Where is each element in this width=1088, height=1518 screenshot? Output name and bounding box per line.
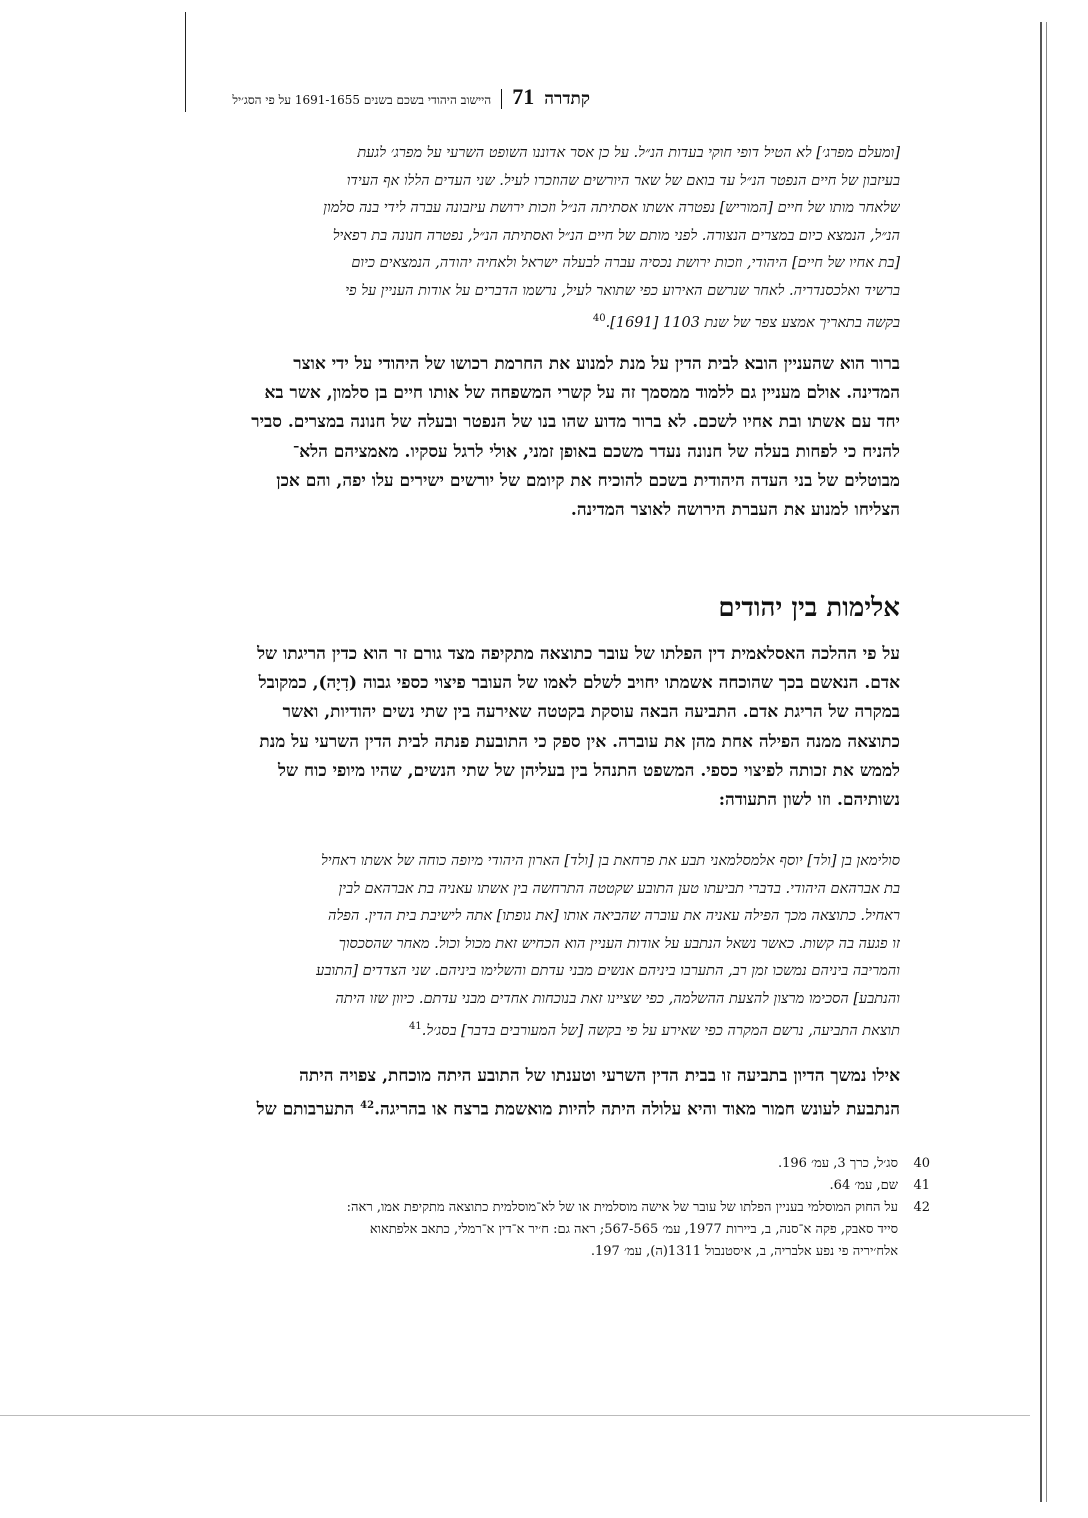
paragraph-line: ברור הוא שהעניין הובא לבית הדין על מנת למנוע את החרמת רכושו של היהודי על ידי אוצר (293, 354, 900, 374)
paragraph-line-text: הנתבעת לעונש חמור מאוד והיא עלולה היתה להיות מואשמת ברצח או בהריגה. (374, 1099, 900, 1120)
paragraph-line: לממש את זכותה לפיצוי כספי. המשפט התנהל בין בעליהן של שתי הנשים, שהיו מיופי כוח של (278, 760, 900, 781)
paragraph-line: מבוטלים של בני העדה היהודית בשכם להוכיח את קיומם של יורשים ישירים עלו יפה, והם אכן (276, 470, 900, 491)
paragraph-line: המדינה. אולם מעניין גם ללמוד ממסמך זה על קשרי המשפחה של אותו חיים בן סלמון, אשר בא (264, 383, 900, 404)
paragraph-line: במקרה של הריגת אדם. התביעה הבאה עוסקת בקטטה שאירעה בין שתי נשים יהודיות, ואשר (282, 702, 900, 723)
paragraph-line-tail: התערבותם של (256, 1099, 355, 1120)
paragraph-2 (188, 640, 900, 815)
quote-line: והנתבע] הסכימו מרצון להצעת ההשלמה, כפי שציינו זאת בנוכחות אחדים מבני עדתם. כיוון שזו היתה (335, 990, 900, 1007)
quote-line: [ומעלם מפרג׳] לא הטיל דופי חוקי בעדות הנ״ל. על כן אסר אדוננו השופט השרעי על מפרג׳ לגעת (357, 145, 900, 161)
footnote-number-blank (898, 1219, 930, 1241)
paragraph-line-last (188, 1091, 900, 1125)
quote-line: זו פגעה בה קשות. כאשר נשאל הנתבע על אודות העניין הוא הכחיש זאת מכול וכול. מאחר שהסכסוך (338, 935, 900, 952)
scan-edge-line-bottom (0, 1415, 1030, 1416)
scan-edge-line-right (1040, 22, 1042, 1502)
footnote-reference: 42 (360, 1100, 375, 1112)
paragraph-line: להניח כי לפחות בעלה של חנונה נעדר משכם באופן זמני, אולי לרגל עסקיו. מאמציהם הלא־ (292, 441, 900, 462)
quote-line: והמריבה ביניהם נמשכו זמן רב, התערבו ביניהם אנשים מבני עדתם והשלימו ביניהם. שני הצדדים [התובע (316, 963, 900, 979)
footnote-number: 42 (913, 1200, 930, 1215)
paragraph-line: הצליחו למנוע את העברת הירושה לאוצר המדינה. (570, 500, 900, 521)
footnote-text: על החוק המוסלמי בעניין הפלתו של עובר של אישה מוסלמית או של לא־מוסלמית כתוצאה מתקיפת אמו, ראה: (346, 1200, 898, 1215)
quote-line-text: תוצאת התביעה, נרשם המקרה כפי שאירע על פי בקשה [של המעורבים בדבר] בסג׳ל. (421, 1022, 900, 1039)
quote-line: ראחיל. כתוצאה מכך הפילה עאניה את עוברה שהביאה אותו [את גופתו] אתה לישיבת בית הדין. הפלה (328, 908, 900, 924)
paragraph-3 (188, 1062, 900, 1125)
article-title: היישוב היהודי בשכם בשנים 1691-1655 על פי הסג׳יל (232, 93, 492, 107)
quote-line: שלאחר מותו של חיים [המוריש] נפטרה אשתו אסתיתה הנ״ל וזכות ירושת עיזבונה עברה לידי בנה סלמון (323, 200, 900, 216)
section-heading: אלימות בין יהודים (718, 593, 900, 623)
footnote-text: שם, עמ׳ 64. (829, 1178, 898, 1193)
footnote-continuation (188, 1241, 930, 1263)
quote-line: בעיזבון של חיים הנפטר הנ״ל עד בואם של שאר היורשים שהוזכרו לעיל. שני העדים הללו אף העידו (346, 172, 900, 189)
page-number: 71 (512, 84, 535, 109)
quote-line-last (188, 1013, 900, 1045)
quote-line-last (188, 305, 900, 337)
paragraph-line: על פי ההלכה האסלאמית דין הפלתו של עובר כתוצאה מתקיפה מצד גורם זר הוא כדין הריגתו של (257, 644, 900, 664)
quote-line: ברשיד ואלכסנדריה. לאחר שנרשם האירוע כפי שתואר לעיל, נרשמו הדברים על אודות העניין על פי (345, 282, 900, 299)
running-header (90, 84, 590, 114)
paragraph-line: אדם. הנאשם בכך שהוכחה אשמתו יחויב לשלם לאמו של העובר פיצוי כספי גבוה (דִיָה), כמקובל (258, 673, 900, 694)
footnote-continuation (188, 1219, 930, 1241)
quote-line: בת אברהאם היהודי. בדברי תביעתו טען התובע שקטטה התרחשה בין אשתו עאניה בת אברהאם לבין (338, 880, 900, 897)
footnote-reference: 40 (592, 313, 606, 324)
quote-block-1 (188, 140, 900, 337)
paragraph-line: נשותיהם. וזו לשון התעודה: (718, 790, 900, 811)
footnote-reference: 41 (409, 1021, 422, 1032)
footnote (188, 1175, 930, 1197)
paragraph-line: יחד עם אשתו ובת אחיו לשכם. לא ברור מדוע שהו בנו של הנפטר ובעלה של חנונה במצרים. סביר (251, 412, 900, 433)
footnote-text: אלח׳יריה פי נפע אלבריה, ב, איסטנבול 1311(ה), עמ׳ 197. (590, 1244, 898, 1259)
scan-edge-line-right-inner (1046, 22, 1047, 1502)
quote-line: סולימאן בן [ולד] יוסף אלמסלמאני תבע את פרחאת בן [ולד] הארון היהודי מיופה כוחה של אשתו ראחיל (320, 853, 900, 869)
quote-line: [בת אחיו של חיים] היהודי, וזכות ירושת נכסיה עברה לבעלה ישראל ולאחיה יהודה, הנמצאים כיום (351, 255, 900, 271)
quote-block-2 (188, 848, 900, 1045)
footnote-text: סג׳ל, כרך 3, עמ׳ 196. (777, 1156, 898, 1171)
footnote-number-blank (898, 1241, 930, 1263)
footnote (188, 1153, 930, 1175)
footnote-text: סייד סאבק, פקה א־סנה, ב, ביירות 1977, עמ׳ 567-565; ראה גם: ח׳יר א־דין א־רמלי, כתאב אלפתאוא (369, 1222, 898, 1237)
footnote (188, 1197, 930, 1219)
journal-name: קתדרה (544, 89, 590, 109)
header-divider (501, 89, 502, 109)
footnotes (188, 1153, 930, 1263)
footnote-number: 41 (913, 1178, 930, 1193)
paragraph-1 (188, 350, 900, 525)
quote-line: הנ״ל, הנמצא כיום במצרים הנצורה. לפני מותם של חיים הנ״ל ואסתיתה הנ״ל, נפטרה חנונה בת רפאיל (332, 227, 900, 244)
quote-line-text: בקשה בתאריך אמצע צפר של שנת 1103 [1691]. (605, 314, 900, 331)
paragraph-line: כתוצאה ממנה הפילה אחת מהן את עוברה. אין ספק כי התובעת פנתה לבית הדין השרעי על מנת (259, 731, 900, 752)
paragraph-line: אילו נמשך הדיון בתביעה זו בבית הדין השרעי וטענתו של התובע היתה מוכחת, צפויה היתה (299, 1066, 900, 1086)
footnote-number: 40 (913, 1156, 930, 1171)
